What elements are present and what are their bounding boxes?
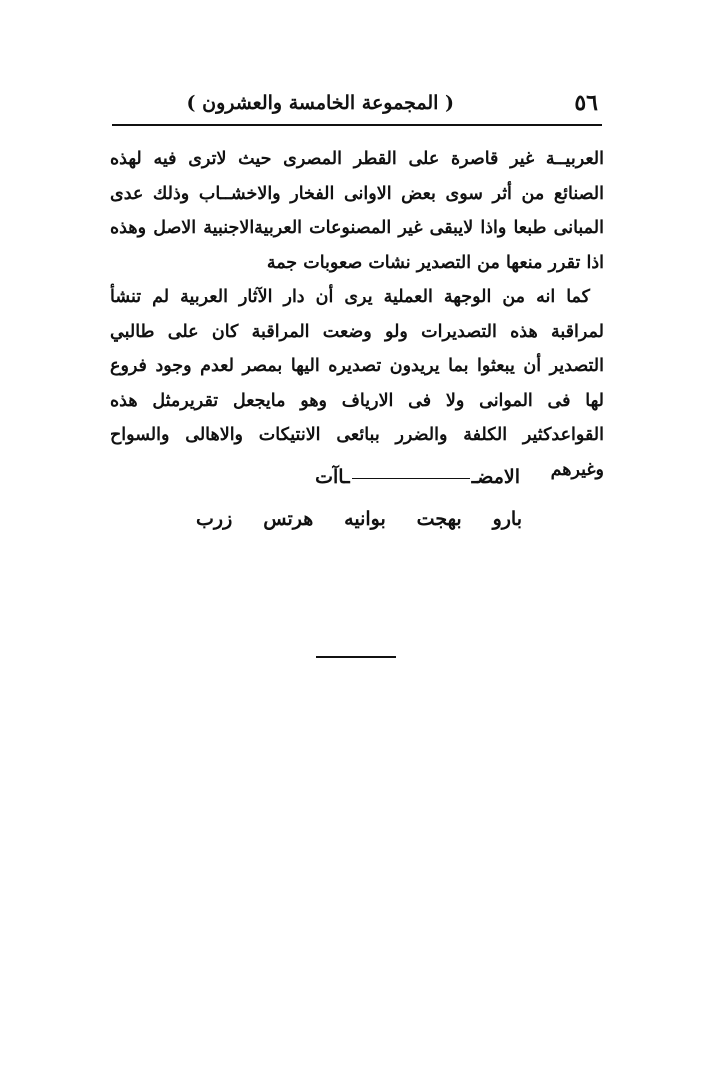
signature-name: بوانيه <box>344 508 386 530</box>
page-number: ٥٦ <box>574 90 598 116</box>
end-rule <box>316 656 396 658</box>
paragraph-2: كما انه من الوجهة العملية يرى أن دار الآثار العربية لم تنشأ لمراقبة هذه التصديرات ولو وضعت المراقبة كان على طالبي التصدير أن يبعثوا بما يريدون تصديره اليها بمصر لعدم وجود فروع لها فى الموانى ولا فى الارياف وهو مايجعل تقريرمثل هذه القواعدكثير الكلفة والضرر ببائعى الانتيكات والاهالى والسواح وغيرهم <box>110 287 604 480</box>
body-text <box>110 142 604 487</box>
signature-name: بهجت <box>416 508 462 530</box>
header-rule <box>112 124 602 126</box>
signatures-heading-dash <box>352 478 470 479</box>
signature-name: زرب <box>196 508 233 530</box>
signatures-heading-start: الامضـ <box>471 466 520 488</box>
paragraph-1: العربيــة غير قاصرة على القطر المصرى حيث لاترى فيه لهذه الصنائع من أثر سوى بعض الاوانى الفخار والاخشــاب وذلك عدى المبانى طبعا واذا لايبقى غير المصنوعات العربيةالاجنبية الاصل وهذه اذا تقرر منعها من التصدير نشات صعوبات جمة <box>110 149 604 273</box>
signatures-heading-end: ـاآت <box>315 466 350 488</box>
signature-name: هرتس <box>263 508 314 530</box>
page-header <box>112 88 604 124</box>
signature-names <box>196 502 522 536</box>
signature-name: بارو <box>492 508 522 530</box>
signatures-heading <box>200 460 520 494</box>
running-title: ( المجموعة الخامسة والعشرون ) <box>186 92 454 114</box>
